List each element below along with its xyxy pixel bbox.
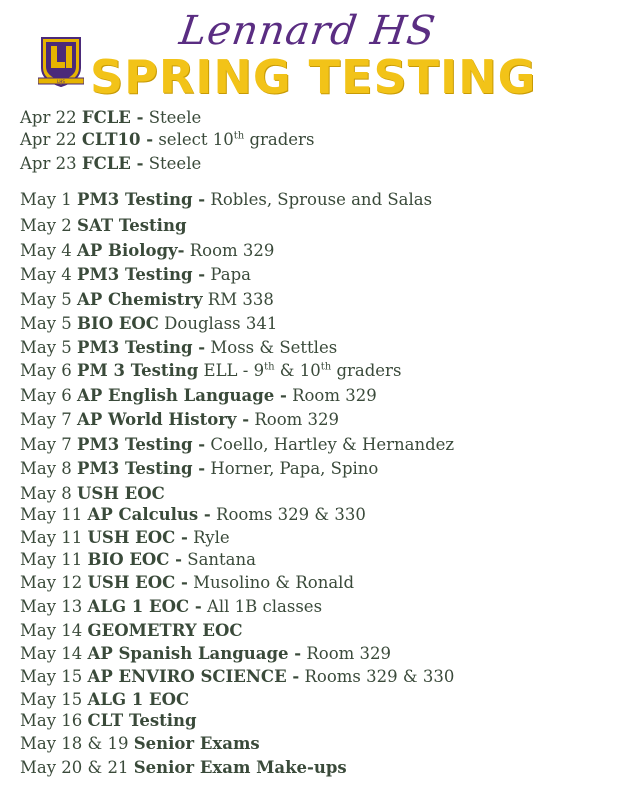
schedule-detail: All 1B classes <box>206 597 323 616</box>
schedule-event: PM3 Testing - <box>77 459 206 478</box>
schedule-event: Senior Exams <box>133 734 260 753</box>
schedule-detail: Room 329 <box>254 410 340 429</box>
schedule-date: May 13 <box>20 597 83 616</box>
ordinal-suffix: th <box>233 130 245 142</box>
schedule-date: May 15 <box>20 667 83 686</box>
schedule-date: May 11 <box>20 550 83 569</box>
schedule-detail <box>158 130 314 149</box>
schedule-row <box>20 734 260 754</box>
schedule-date: May 5 <box>20 314 72 333</box>
schedule-detail: Coello, Hartley & Hernandez <box>210 435 455 454</box>
schedule-event: Senior Exam Make-ups <box>133 758 347 777</box>
schedule-event: BIO EOC - <box>87 550 183 569</box>
schedule-row <box>20 241 274 261</box>
schedule-row <box>20 758 347 778</box>
schedule-date: May 14 <box>20 621 83 640</box>
schedule-date: May 4 <box>20 241 72 260</box>
detail-text: graders <box>244 130 315 149</box>
schedule-date: May 7 <box>20 435 72 454</box>
schedule-row <box>20 314 277 334</box>
schedule-event: SAT Testing <box>77 216 187 235</box>
schedule-detail <box>204 361 402 380</box>
schedule-event: ALG 1 EOC - <box>87 597 202 616</box>
schedule-date: May 12 <box>20 573 83 592</box>
schedule-date: Apr 23 <box>20 154 77 173</box>
schedule-row <box>20 338 337 358</box>
schedule-date: May 7 <box>20 410 72 429</box>
schedule-date: May 18 & 19 <box>20 734 129 753</box>
schedule-row <box>20 459 378 479</box>
schedule-event: PM 3 Testing <box>77 361 199 380</box>
schedule-row <box>20 597 322 617</box>
schedule-row <box>20 621 243 641</box>
schedule-row <box>20 690 189 710</box>
schedule-date: Apr 22 <box>20 108 77 127</box>
schedule-row <box>20 550 256 570</box>
schedule-row <box>20 573 354 593</box>
schedule-detail: Steele <box>148 154 202 173</box>
schedule-row <box>20 386 377 406</box>
schedule-date: May 4 <box>20 265 72 284</box>
schedule-row <box>20 505 366 525</box>
schedule-event: BIO EOC <box>77 314 159 333</box>
schedule-event: AP World History - <box>77 410 250 429</box>
logo-text: LHS <box>57 79 65 84</box>
schedule-event: PM3 Testing - <box>77 190 206 209</box>
schedule-row <box>20 711 197 731</box>
schedule-detail: Santana <box>187 550 256 569</box>
detail-text: graders <box>331 361 402 380</box>
schedule-date: May 5 <box>20 338 72 357</box>
schedule-row <box>20 361 401 381</box>
detail-text: & 10 <box>274 361 321 380</box>
schedule-date: May 8 <box>20 459 72 478</box>
schedule-date: May 6 <box>20 361 72 380</box>
schedule-event: GEOMETRY EOC <box>87 621 243 640</box>
schedule-row <box>20 265 251 285</box>
schedule-event: CLT Testing <box>87 711 197 730</box>
schedule-detail: Steele <box>148 108 202 127</box>
schedule-event: PM3 Testing - <box>77 265 206 284</box>
schedule-date: May 15 <box>20 690 83 709</box>
detail-text: select 10 <box>158 130 234 149</box>
schedule-date: May 5 <box>20 290 72 309</box>
school-name: Lennard HS <box>176 8 439 54</box>
schedule-date: May 20 & 21 <box>20 758 129 777</box>
schedule-row <box>20 528 230 548</box>
schedule-row <box>20 108 201 128</box>
schedule-row <box>20 154 201 174</box>
schedule-date: May 14 <box>20 644 83 663</box>
schedule-event: FCLE - <box>81 154 144 173</box>
schedule-detail: Room 329 <box>306 644 392 663</box>
schedule-row <box>20 435 454 455</box>
schedule-detail: Room 329 <box>292 386 377 405</box>
schedule-row <box>20 667 454 687</box>
schedule-detail: Papa <box>210 265 251 284</box>
ordinal-suffix: th <box>264 361 275 373</box>
schedule-event: ALG 1 EOC <box>87 690 190 709</box>
schedule-detail: RM 338 <box>207 290 274 309</box>
page-title: SPRING TESTING <box>90 50 537 104</box>
schedule-row <box>20 644 391 664</box>
schedule-row <box>20 290 274 310</box>
schedule-date: May 8 <box>20 484 72 503</box>
schedule-detail: Musolino & Ronald <box>193 573 354 592</box>
schedule-detail: Douglass 341 <box>164 314 278 333</box>
schedule-event: AP Calculus - <box>87 505 211 524</box>
schedule-event: PM3 Testing - <box>77 338 206 357</box>
schedule-event: PM3 Testing - <box>77 435 206 454</box>
schedule-event: AP Chemistry <box>77 290 203 309</box>
schedule-event: USH EOC <box>77 484 165 503</box>
schedule-date: May 6 <box>20 386 72 405</box>
schedule-event: USH EOC - <box>87 573 188 592</box>
schedule-event: AP English Language - <box>77 386 287 405</box>
schedule-event: CLT10 - <box>81 130 154 149</box>
schedule-date: May 11 <box>20 505 83 524</box>
schedule-date: May 11 <box>20 528 83 547</box>
detail-text: ELL - 9 <box>203 361 265 380</box>
schedule-event: FCLE - <box>81 108 144 127</box>
schedule-row <box>20 410 339 430</box>
schedule-row <box>20 190 432 210</box>
schedule-detail: Horner, Papa, Spino <box>210 459 379 478</box>
schedule-detail: Rooms 329 & 330 <box>216 505 366 524</box>
schedule-detail: Ryle <box>193 528 230 547</box>
schedule-event: USH EOC - <box>87 528 188 547</box>
schedule-event: AP Spanish Language - <box>87 644 302 663</box>
schedule-date: May 16 <box>20 711 83 730</box>
school-crest-logo <box>38 34 84 88</box>
schedule-detail: Rooms 329 & 330 <box>304 667 455 686</box>
schedule-row <box>20 130 314 150</box>
schedule-detail: Robles, Sprouse and Salas <box>210 190 433 209</box>
schedule-row <box>20 484 165 504</box>
ordinal-suffix: th <box>320 361 332 373</box>
schedule-date: May 1 <box>20 190 72 209</box>
schedule-row <box>20 216 186 236</box>
schedule-date: May 2 <box>20 216 72 235</box>
schedule-event: AP Biology- <box>77 241 185 260</box>
schedule-detail: Room 329 <box>189 241 275 260</box>
schedule-event: AP ENVIRO SCIENCE - <box>87 667 300 686</box>
schedule-date: Apr 22 <box>20 130 77 149</box>
schedule-detail: Moss & Settles <box>210 338 338 357</box>
